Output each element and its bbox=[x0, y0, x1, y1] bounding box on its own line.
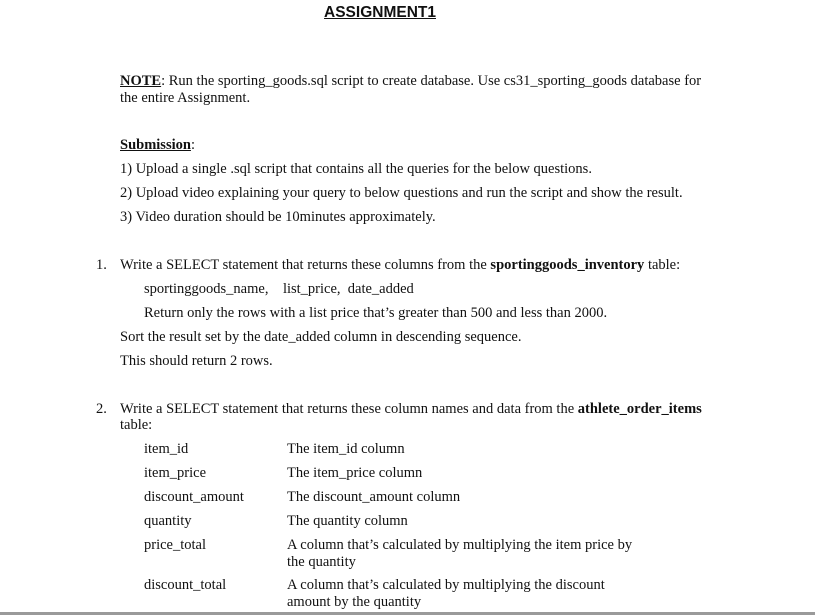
question-1-number: 1. bbox=[96, 257, 107, 273]
column-desc: The quantity column bbox=[287, 513, 408, 529]
table-name: athlete_order_items bbox=[577, 401, 702, 417]
note-label: NOTE bbox=[120, 73, 162, 89]
column-name: item_id bbox=[144, 441, 189, 457]
page-title: ASSIGNMENT1 bbox=[324, 4, 436, 21]
submission-item-2: 2) Upload video explaining your query to below questions and run the script and show the result. bbox=[120, 185, 683, 201]
question-1-columns: sportinggoods_name, list_price, date_added bbox=[144, 281, 414, 297]
column-desc: A column that’s calculated by multiplying the discount amount by the quantity bbox=[287, 577, 605, 610]
question-2-number: 2. bbox=[96, 401, 107, 417]
submission-item-3: 3) Video duration should be 10minutes approximately. bbox=[120, 209, 436, 225]
submission-heading: Submission: bbox=[120, 137, 195, 153]
question-2-intro: Write a SELECT statement that returns these column names and data from the athlete_order_items bbox=[120, 401, 702, 417]
note-paragraph bbox=[120, 73, 720, 107]
question-1-sort: Sort the result set by the date_added column in descending sequence. bbox=[120, 329, 522, 345]
question-2-intro-cont: table: bbox=[120, 417, 153, 433]
question-1-result: This should return 2 rows. bbox=[120, 353, 273, 369]
table-name: sportinggoods_inventory bbox=[490, 257, 645, 273]
column-name: discount_total bbox=[144, 577, 227, 593]
column-desc: The item_id column bbox=[287, 441, 405, 457]
question-1-intro: Write a SELECT statement that returns these columns from the sportinggoods_inventory table: bbox=[120, 257, 681, 273]
column-name: price_total bbox=[144, 537, 207, 553]
submission-label: Submission bbox=[120, 137, 191, 153]
column-name: discount_amount bbox=[144, 489, 244, 505]
column-name: item_price bbox=[144, 465, 207, 481]
column-desc: The item_price column bbox=[287, 465, 423, 481]
note-text: : Run the sporting_goods.sql script to create database. Use cs31_sporting_goods database for the entire Assignment. bbox=[120, 73, 702, 106]
submission-item-1: 1) Upload a single .sql script that contains all the queries for the below questions. bbox=[120, 161, 592, 177]
column-desc: A column that’s calculated by multiplying the item price by the quantity bbox=[287, 537, 633, 570]
column-name: quantity bbox=[144, 513, 192, 529]
column-desc: The discount_amount column bbox=[287, 489, 461, 505]
question-1-filter: Return only the rows with a list price that’s greater than 500 and less than 2000. bbox=[144, 305, 608, 321]
